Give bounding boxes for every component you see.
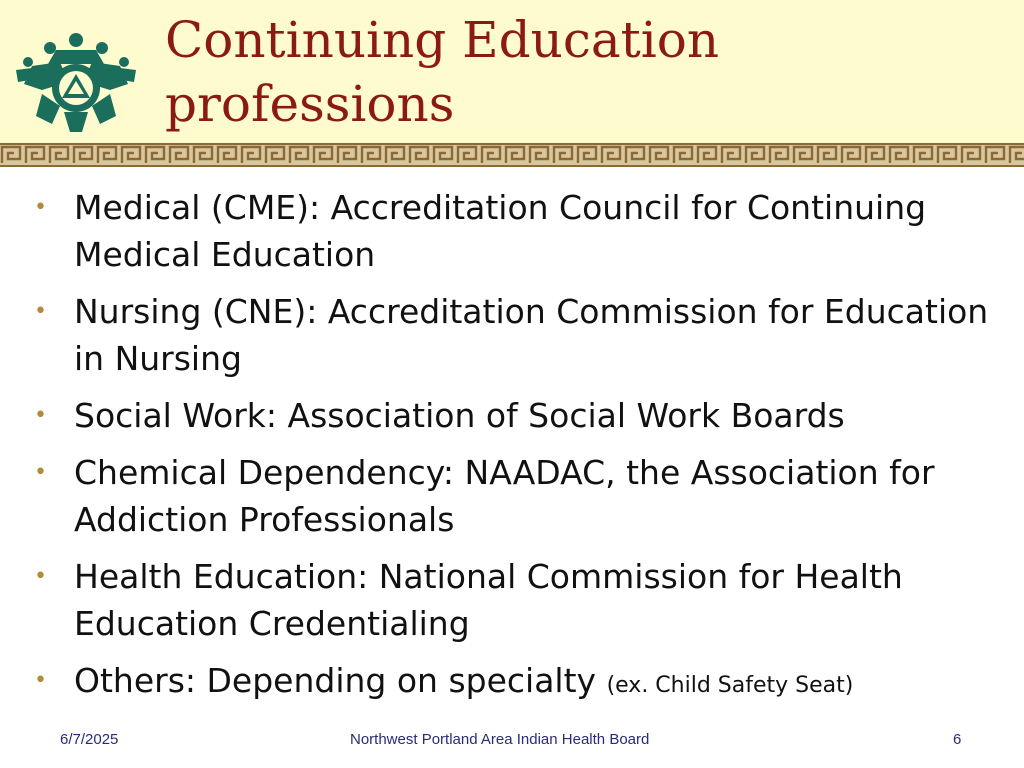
footer-organization: Northwest Portland Area Indian Health Board: [350, 731, 650, 748]
list-item: [34, 449, 994, 543]
slide-header: [0, 0, 1024, 143]
bullet-text: Medical (CME): Accreditation Council for Continuing Medical Education: [74, 188, 927, 274]
decorative-border-band: [0, 143, 1024, 167]
list-item: [34, 657, 994, 709]
bullet-text: Nursing (CNE): Accreditation Commission for Education in Nursing: [74, 292, 989, 378]
slide-title: [165, 8, 1005, 136]
footer-date: 6/7/2025: [60, 731, 119, 748]
bullet-text: Others: Depending on specialty: [74, 661, 597, 700]
bullet-text: Health Education: National Commission for Health Education Credentialing: [74, 557, 903, 643]
title-line-2: professions: [165, 75, 455, 133]
slide-footer: [0, 728, 1024, 752]
title-line-1: Continuing Education: [165, 11, 720, 69]
bullet-dot-icon: •: [34, 299, 47, 324]
bullet-dot-icon: •: [34, 668, 47, 693]
list-item: [34, 392, 994, 439]
tribal-figures-logo-icon: [12, 28, 140, 132]
page-number: 6: [953, 731, 962, 748]
bullet-dot-icon: •: [34, 564, 47, 589]
list-item: [34, 553, 994, 647]
bullet-text: Chemical Dependency: NAADAC, the Association for Addiction Professionals: [74, 453, 935, 539]
bullet-note: (ex. Child Safety Seat): [606, 673, 854, 698]
bullet-dot-icon: •: [34, 195, 47, 220]
list-item: [34, 184, 994, 278]
bullet-dot-icon: •: [34, 460, 47, 485]
bullet-dot-icon: •: [34, 403, 47, 428]
bullet-list: [34, 184, 994, 719]
bullet-text: Social Work: Association of Social Work Boards: [74, 396, 845, 435]
list-item: [34, 288, 994, 382]
